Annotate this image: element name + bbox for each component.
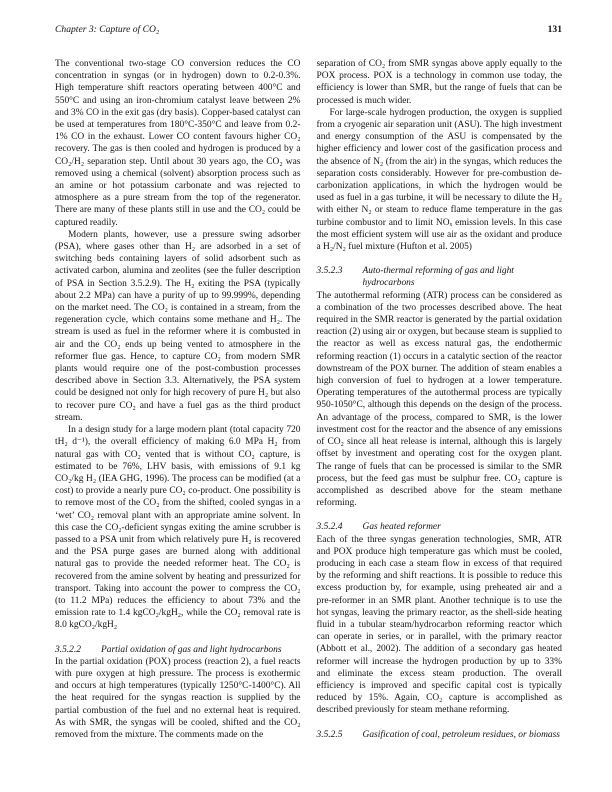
paragraph: Modern plants, however, use a pressure swing adsorber (PSA), where gases other than H₂ are adsorbed in a set of switching beds containing layers of solid adsorbent such as activated carbon, alumina and zeolites (see the fuller description of PSA in Section 3.5.2.9). The H₂ exiting the PSA (typically about 2.2 MPa) can have a purity of up to 99.999%, depending on the market need. The CO₂ is contained in a stream, from the regeneration cycle, which contains some methane and H₂. The stream is used as fuel in the reformer where it is combusted in air and the CO₂ ends up being vented to atmosphere in the reformer flue gas. Hence, to capture CO₂ from modern SMR plants would require one of the post-combustion processes described above in Section 3.3. Alternatively, the PSA system could be designed not only for high recovery of pure H₂ but also to recover pure CO₂ and have a fuel gas as the third product stream.	[55, 229, 301, 423]
page-number: 131	[547, 24, 562, 35]
section-title: Auto-thermal reforming of gas and light hydrocarbons	[362, 266, 514, 289]
section-number: 3.5.2.3	[316, 266, 343, 277]
section-number: 3.5.2.4	[316, 522, 343, 533]
paragraph: The autothermal reforming (ATR) process can be considered as a combination of the two processes described above. The heat required in the SMR reactor is generated by the partial oxidation reaction (2) using air or oxygen, but because steam is supplied to the reactor as well as excess natural gas, the endothermic reforming reaction (1) occurs in a catalytic section of the reactor downstream of the POX burner. The addition of steam enables a high conversion of fuel to hydrogen at a lower temperature. Operating temperatures of the autothermal process are typically 950-1050°C, although this depends on the design of the process. An advantage of the process, compared to SMR, is the lower investment cost for the reactor and the absence of any emissions of CO₂ since all heat release is internal, although this is largely offset by investment and operating cost for the oxygen plant. The range of fuels that can be processed is similar to the SMR process, but the feed gas must be sulphur free. CO₂ capture is accomplished as described above for the steam methane reforming.	[316, 290, 562, 509]
right-column	[317, 58, 563, 741]
paragraph: In a design study for a large modern plant (total capacity 720 tH₂ d⁻¹), the overall efficiency of making 6.0 MPa H₂ from natural gas with CO₂ vented that is without CO₂ capture, is estimated to be 76%, LHV basis, with emissions of 9.1 kg CO₂/kg H₂ (IEA GHG, 1996). The process can be modified (at a cost) to provide a nearly pure CO₂ co-product. One possibility is to remove most of the CO₂ from the shifted, cooled syngas in a ‘wet’ CO₂ removal plant with an appropriate amine solvent. In this case the CO₂-deficient syngas exiting the amine scrubber is passed to a PSA unit from which relatively pure H₂ is recovered and the PSA purge gases are burned along with additional natural gas to provide the needed reformer heat. The CO₂ is recovered from the amine solvent by heating and pressurized for transport. Taking into account the power to compress the CO₂ (to 11.2 MPa) reduces the efficiency to about 73% and the emission rate to 1.4 kgCO₂/kgH₂, while the CO₂ removal rate is 8.0 kgCO₂/kgH₂	[55, 425, 301, 631]
paragraph: The conventional two-stage CO conversion reduces the CO concentration in syngas (or in hydrogen) down to 0.2-0.3%. High temperature shift reactors operating between 400°C and 550°C and using an iron-chromium catalyst leave between 2% and 3% CO in the exit gas (dry basis). Copper-based catalyst can be used at temperatures from 180°C-350°C and leave from 0.2-1% CO in the exhaust. Lower CO content favours higher CO₂ recovery. The gas is then cooled and hydrogen is produced by a CO₂/H₂ separation step. Until about 30 years ago, the CO₂ was removed using a chemical (solvent) absorption process such as an amine or hot potassium carbonate and was rejected to atmosphere as a pure stream from the top of the regenerator. There are many of these plants still in use and the CO₂ could be captured readily.	[55, 59, 301, 228]
section-title: Partial oxidation of gas and light hydrocarbons	[101, 644, 282, 655]
paragraph: In the partial oxidation (POX) process (reaction 2), a fuel reacts with pure oxygen at high pressure. The process is exothermic and occurs at high temperatures (typically 1250°C-1400°C). All the heat required for the syngas reaction is supplied by the partial combustion of the fuel and no external heat is required. As with SMR, the syngas will be cooled, shifted and the CO₂ removed from the mixture. The comments made on the	[55, 656, 301, 740]
section-number: 3.5.2.2	[55, 644, 81, 655]
section-title: Gasification of coal, petroleum residues, or biomass	[362, 729, 560, 740]
paragraph: Each of the three syngas generation technologies, SMR, ATR and POX produce high temperature gas which must be cooled, producing in each case a steam flow in excess of that required by the reforming and shift reactions. It is possible to reduce this excess production by, for example, using preheated air and a pre-reformer in an SMR plant. Another technique is to use the hot syngas, leaving the primary reactor, as the shell-side heating fluid in a tubular steam/hydrocarbon reforming reactor which can operate in series, or in parallel, with the primary reactor (Abbott et al., 2002). The addition of a secondary gas heated reformer will increase the hydrogen production by up to 33% and eliminate the excess steam production. The overall efficiency is improved and specific capital cost is typically reduced by 15%. Again, CO₂ capture is accomplished as described previously for steam methane reforming.	[316, 534, 562, 716]
running-header	[55, 24, 562, 35]
left-column	[55, 58, 301, 741]
section-heading	[317, 521, 563, 533]
section-heading	[317, 729, 563, 741]
paragraph: For large-scale hydrogen production, the oxygen is supplied from a cryogenic air separation unit (ASU). The high investment and energy consumption of the ASU is compensated by the higher efficiency and lower cost of the gasification process and the absence of N₂ (from the air) in the syngas, which reduces the separation costs considerably. However for pre-combustion de-carbonization applications, in which the hydrogen would be used as fuel in a gas turbine, it will be necessary to dilute the H₂ with either N₂ or steam to reduce flame temperature in the gas turbine combustor and to limit NOₓ emission levels. In this case the most efficient system will use air as the oxidant and produce a H₂/N₂ fuel mixture (Hufton et al. 2005)	[316, 107, 562, 253]
body-columns	[55, 58, 562, 741]
section-heading	[55, 644, 301, 656]
chapter-title: Chapter 3: Capture of CO₂	[55, 24, 160, 35]
paragraph: separation of CO₂ from SMR syngas above apply equally to the POX process. POX is a technology in common use today, the efficiency is lower than SMR, but the range of fuels that can be processed is much wider.	[316, 59, 562, 106]
section-number: 3.5.2.5	[316, 729, 343, 740]
section-heading	[317, 265, 563, 289]
section-title: Gas heated reformer	[362, 522, 441, 533]
